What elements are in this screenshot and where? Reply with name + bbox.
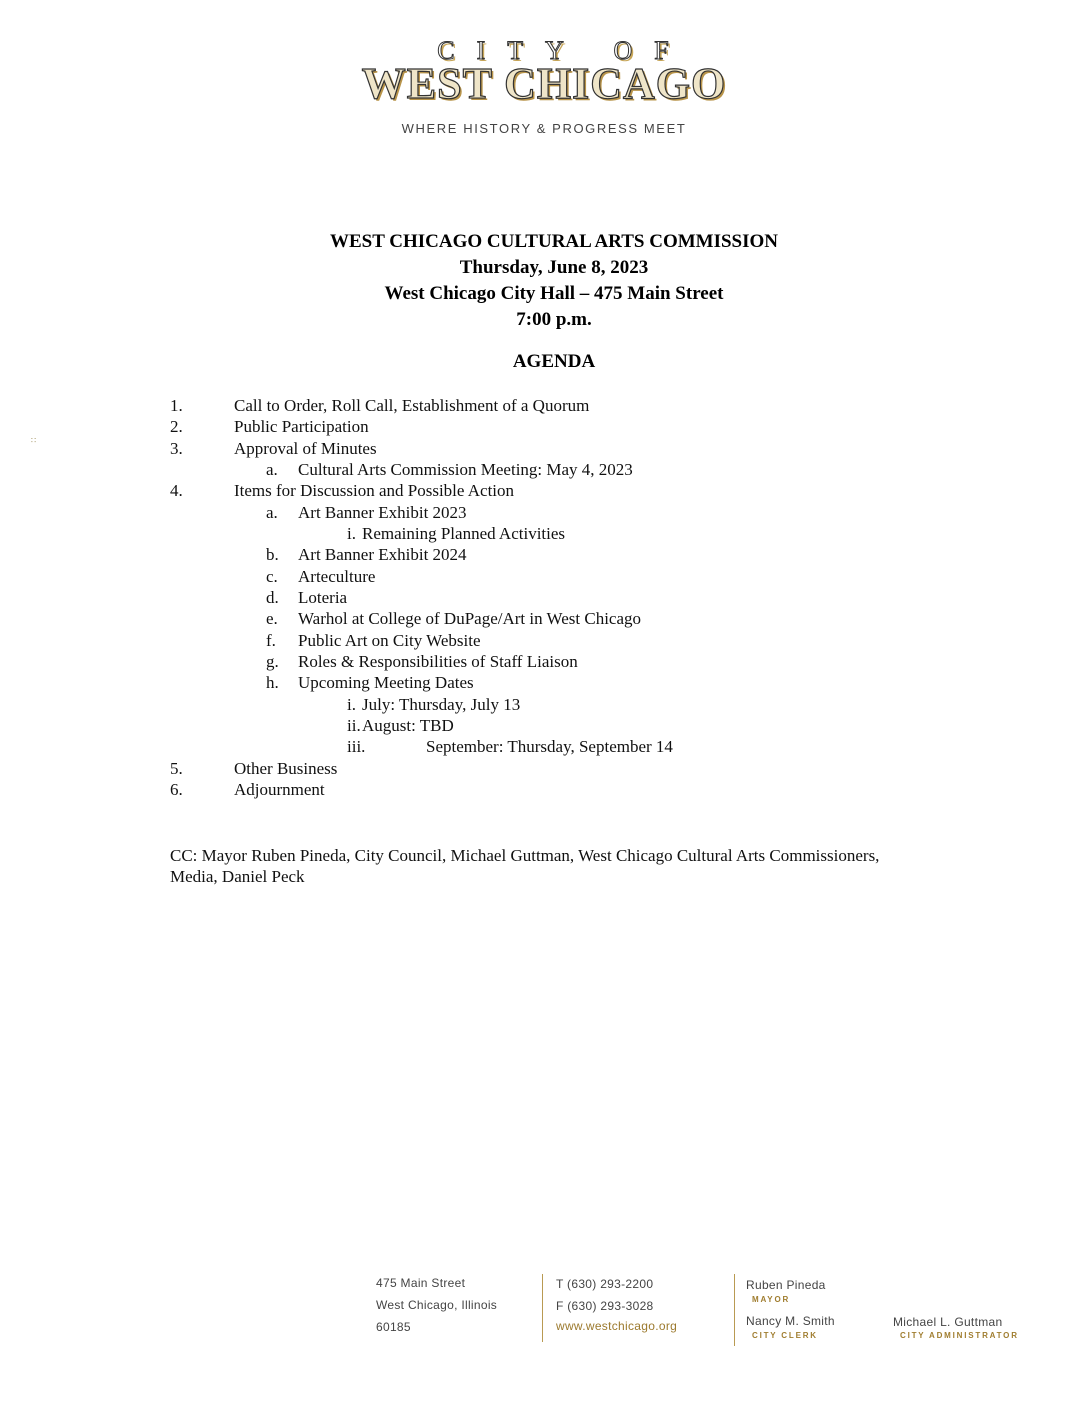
scan-speck: ∷ <box>31 436 37 445</box>
agenda-item-text: Call to Order, Roll Call, Establishment of a Quorum <box>234 396 590 415</box>
letterhead-city-of: CITY OF <box>437 36 691 65</box>
agenda-subsubitem-numeral: ii. <box>347 716 361 735</box>
agenda-item-text: Public Participation <box>234 417 369 436</box>
agenda-subsubitem-numeral: iii. <box>347 737 366 756</box>
footer-phone: T (630) 293-2200 <box>556 1277 654 1291</box>
meeting-date: Thursday, June 8, 2023 <box>459 257 649 278</box>
agenda-item-number: 2. <box>170 417 183 436</box>
agenda-subitem-text: Cultural Arts Commission Meeting: May 4, 2023 <box>298 460 633 479</box>
footer-divider <box>542 1274 543 1342</box>
cc-line: CC: Mayor Ruben Pineda, City Council, Michael Guttman, West Chicago Cultural Arts Commissioners, <box>170 846 880 865</box>
agenda-subsubitem-numeral: i. <box>347 524 356 543</box>
agenda-subitem-letter: g. <box>266 652 279 671</box>
footer-fax: F (630) 293-3028 <box>556 1299 654 1313</box>
footer-administrator-title: CITY ADMINISTRATOR <box>900 1331 1019 1340</box>
footer-address-street: 475 Main Street <box>376 1276 466 1290</box>
agenda-subitem-letter: a. <box>266 460 278 479</box>
footer-clerk-title: CITY CLERK <box>752 1331 818 1340</box>
agenda-subitem-text: Roles & Responsibilities of Staff Liaison <box>298 652 578 671</box>
meeting-location: West Chicago City Hall – 475 Main Street <box>384 283 724 304</box>
agenda-heading: AGENDA <box>512 351 596 372</box>
footer-divider <box>734 1274 735 1346</box>
footer-address-city: West Chicago, Illinois <box>376 1298 498 1312</box>
agenda-subitem-text: Public Art on City Website <box>298 631 481 650</box>
agenda-subsubitem-text: September: Thursday, September 14 <box>426 737 673 756</box>
letterhead-tagline: WHERE HISTORY & PROGRESS MEET <box>401 121 687 136</box>
agenda-item-text: Approval of Minutes <box>234 439 377 458</box>
agenda-subsubitem-text: Remaining Planned Activities <box>362 524 566 543</box>
agenda-subitem-text: Loteria <box>298 588 348 607</box>
agenda-subitem-text: Art Banner Exhibit 2024 <box>298 545 467 564</box>
agenda-subsubitem-numeral: i. <box>347 695 356 714</box>
agenda-item-number: 6. <box>170 780 183 799</box>
meeting-time: 7:00 p.m. <box>516 309 592 330</box>
agenda-subitem-text: Upcoming Meeting Dates <box>298 673 474 692</box>
agenda-item-text: Items for Discussion and Possible Action <box>234 481 515 500</box>
commission-title: WEST CHICAGO CULTURAL ARTS COMMISSION <box>329 231 779 252</box>
footer-clerk-name: Nancy M. Smith <box>746 1314 835 1328</box>
footer-mayor-title: MAYOR <box>752 1295 791 1304</box>
agenda-item-number: 1. <box>170 396 183 415</box>
footer-website: www.westchicago.org <box>556 1319 678 1333</box>
agenda-subitem-letter: c. <box>266 567 278 586</box>
footer-address-zip: 60185 <box>376 1320 411 1334</box>
footer-mayor-name: Ruben Pineda <box>746 1278 826 1292</box>
agenda-subitem-letter: f. <box>266 631 276 650</box>
agenda-subitem-text: Warhol at College of DuPage/Art in West Chicago <box>298 609 642 628</box>
agenda-item-number: 4. <box>170 481 183 500</box>
cc-distribution <box>170 845 930 887</box>
cc-line: Media, Daniel Peck <box>170 867 305 886</box>
agenda-item-number: 5. <box>170 759 183 778</box>
agenda-subitem-text: Arteculture <box>298 567 376 586</box>
agenda-item-number: 3. <box>170 439 183 458</box>
agenda-subsubitem-text: August: TBD <box>362 716 454 735</box>
agenda-subitem-letter: h. <box>266 673 279 692</box>
agenda-subitem-letter: a. <box>266 503 278 522</box>
agenda-item-text: Other Business <box>234 759 338 778</box>
agenda-subitem-text: Art Banner Exhibit 2023 <box>298 503 467 522</box>
footer-administrator-name: Michael L. Guttman <box>893 1315 1003 1329</box>
agenda-subitem-letter: e. <box>266 609 278 628</box>
agenda-item-text: Adjournment <box>234 780 325 799</box>
letterhead-city-name: WEST CHICAGO <box>361 59 727 108</box>
agenda-subsubitem-text: July: Thursday, July 13 <box>362 695 521 714</box>
agenda-subitem-letter: b. <box>266 545 279 564</box>
agenda-subitem-letter: d. <box>266 588 279 607</box>
